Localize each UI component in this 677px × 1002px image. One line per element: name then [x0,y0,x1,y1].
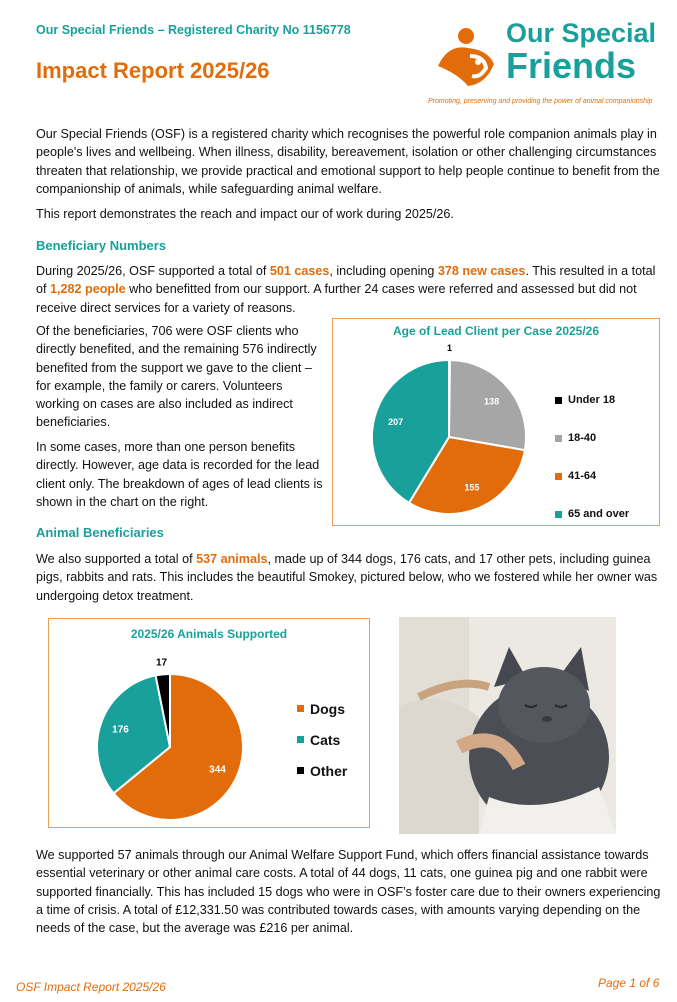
beneficiary-summary-paragraph [36,262,664,317]
age-data-paragraph: In some cases, more than one person benefits directly. However, age data is recorded for the lead client only. The breakdown of ages of lead clients is shown in the chart on the right. [36,440,323,509]
data-label-65-and-over: 207 [388,417,404,428]
animals-heading: Animal Beneficiaries [36,525,164,540]
report-title: Impact Report 2025/26 [36,58,270,83]
text-run: We also supported a total of [36,552,197,566]
legend-label: Other [310,762,348,779]
beneficiary-heading: Beneficiary Numbers [36,238,167,253]
legend-label: Dogs [310,700,345,717]
logo-text-line1: Our Special [506,18,657,48]
age-legend [555,381,629,533]
grey-cat-illustration [399,617,616,834]
cases-highlight: 501 cases [269,264,330,278]
legend-item-dogs [297,693,347,724]
data-label-18-40: 138 [484,396,500,407]
text-run: , including opening [329,264,438,278]
footer-page-number: Page 1 of 6 [598,976,660,990]
new-cases-highlight: 378 new cases [437,264,526,278]
legend-item-41-64 [555,457,629,495]
legend-item-18-40 [555,419,629,457]
legend-item-other [297,755,347,786]
legend-item-65-over [555,495,629,533]
legend-label: 41-64 [568,470,597,482]
text-run: who benefitted from our support. A further 24 cases were referred and assessed but did not receive direct services for a variety of reasons. [36,282,637,315]
data-label-dogs: 344 [209,764,226,776]
data-label-under-18: 1 [447,343,453,354]
direct-indirect-paragraph: Of the beneficiaries, 706 were OSF clients who directly benefited, and the remaining 576 indirectly benefited from the support we gave to the client – for example, the family or carers. Volunteers working on cases are also included as indirect beneficiaries. [36,324,317,430]
legend-item-under-18 [555,381,629,419]
animals-chart-box [48,618,370,828]
legend-label: Under 18 [568,394,616,406]
logo-tagline: Promoting, preserving and providing the power of animal companionship [428,98,653,105]
people-highlight: 1,282 people [50,282,126,297]
report-purpose-paragraph: This report demonstrates the reach and impact our of work during 2025/26. [36,207,454,221]
animals-legend [297,693,347,786]
legend-item-cats [297,724,347,755]
data-label-cats: 176 [112,724,129,736]
cat-photo [399,617,616,834]
animals-summary-paragraph [36,550,662,605]
footer-report-name: OSF Impact Report 2025/26 [16,980,166,994]
welfare-fund-paragraph: We supported 57 animals through our Animal Welfare Support Fund, which offers financial assistance towards essential veterinary or other animal care costs. A total of 44 dogs, 11 cats, one guinea pig and one rabbit were supported financially. This has included 15 dogs who were in OSF’s foster care due to their owners experiencing a time of crisis. A total of £12,331.50 was contributed towards cases, with amounts varying depending on the needs of the case, but the average was £216 per animal. [36,848,661,936]
legend-label: Cats [310,731,341,748]
charity-registration-line: Our Special Friends – Registered Charity No 1156778 [36,23,351,37]
data-label-other: 17 [155,657,168,669]
data-label-41-64: 155 [464,482,480,493]
legend-label: 18-40 [568,432,597,444]
age-chart-box [332,318,660,526]
age-chart-title: Age of Lead Client per Case 2025/26 [392,324,600,338]
legend-label: 65 and over [568,508,630,520]
animals-highlight: 537 animals [196,552,268,566]
animals-chart-title: 2025/26 Animals Supported [130,627,288,641]
text-run: During 2025/26, OSF supported a total of [36,264,270,278]
intro-paragraph: Our Special Friends (OSF) is a registered charity which recognises the powerful role companion animals play in people's lives and wellbeing. When illness, disability, bereavement, isolation or other challenging circumstances threaten that relationship, we provide practical and emotional support to help people continue to benefit from the companionship of animals, while safeguarding animal welfare. [36,127,660,196]
logo-text-line2: Friends [506,45,637,86]
text-run: , made up of 344 dogs, 176 cats, and 17 other pets, including guinea pigs, rabbits and rats. This includes the beautiful Smokey, pictured below, who we fostered while her owner was undergoing detox treatment. [36,552,658,603]
text-run: . This resulted in a total of [36,264,656,297]
osf-logo [428,18,668,110]
paw-person-logo-icon [428,22,508,92]
